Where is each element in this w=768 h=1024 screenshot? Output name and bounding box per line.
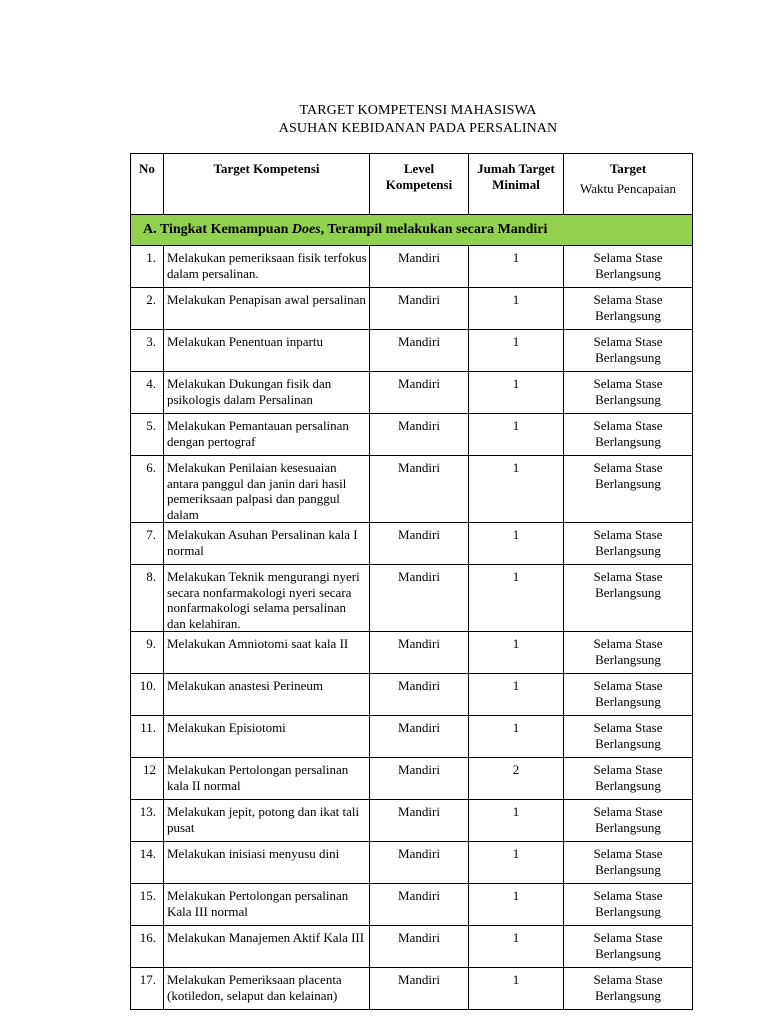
- row-waktu: Selama Stase Berlangsung: [564, 523, 693, 565]
- header-no: No: [131, 154, 164, 215]
- row-jumlah: 1: [469, 968, 564, 1010]
- table-row: [131, 523, 693, 565]
- row-waktu: Selama Stase Berlangsung: [564, 456, 693, 523]
- row-waktu: Selama Stase Berlangsung: [564, 800, 693, 842]
- table-header-row: [131, 154, 693, 215]
- table-row: [131, 632, 693, 674]
- header-target-sub: Waktu Pencapaian: [579, 180, 677, 196]
- header-target-label: Target: [609, 161, 647, 176]
- row-level: Mandiri: [370, 456, 469, 523]
- row-level: Mandiri: [370, 842, 469, 884]
- row-level: Mandiri: [370, 632, 469, 674]
- row-no: 12: [131, 758, 164, 800]
- header-level: Level Kompetensi: [370, 154, 469, 215]
- row-waktu: Selama Stase Berlangsung: [564, 414, 693, 456]
- row-waktu: Selama Stase Berlangsung: [564, 565, 693, 632]
- table-row: [131, 565, 693, 632]
- section-a-italic: Does: [291, 222, 321, 237]
- row-kompetensi: Melakukan inisiasi menyusu dini: [164, 842, 370, 884]
- row-level: Mandiri: [370, 523, 469, 565]
- row-level: Mandiri: [370, 372, 469, 414]
- row-waktu: Selama Stase Berlangsung: [564, 968, 693, 1010]
- row-no: 5.: [131, 414, 164, 456]
- document-title: TARGET KOMPETENSI MAHASISWA: [299, 103, 537, 118]
- row-kompetensi: Melakukan Pemeriksaan placenta (kotiledon, selaput dan kelainan): [164, 968, 370, 1010]
- row-waktu: Selama Stase Berlangsung: [564, 246, 693, 288]
- row-kompetensi: Melakukan Pemantauan persalinan dengan pertograf: [164, 414, 370, 456]
- table-row: [131, 926, 693, 968]
- row-no: 8.: [131, 565, 164, 632]
- row-kompetensi: Melakukan Pertolongan persalinan kala II normal: [164, 758, 370, 800]
- row-level: Mandiri: [370, 800, 469, 842]
- row-waktu: Selama Stase Berlangsung: [564, 842, 693, 884]
- row-no: 13.: [131, 800, 164, 842]
- row-level: Mandiri: [370, 565, 469, 632]
- row-kompetensi: Melakukan pemeriksaan fisik terfokus dalam persalinan.: [164, 246, 370, 288]
- row-jumlah: 1: [469, 246, 564, 288]
- row-no: 15.: [131, 884, 164, 926]
- row-waktu: Selama Stase Berlangsung: [564, 758, 693, 800]
- row-kompetensi: Melakukan anastesi Perineum: [164, 674, 370, 716]
- row-kompetensi: Melakukan Dukungan fisik dan psikologis dalam Persalinan: [164, 372, 370, 414]
- row-level: Mandiri: [370, 674, 469, 716]
- table-row: [131, 246, 693, 288]
- table-row: [131, 288, 693, 330]
- row-jumlah: 1: [469, 372, 564, 414]
- row-waktu: Selama Stase Berlangsung: [564, 330, 693, 372]
- row-jumlah: 1: [469, 926, 564, 968]
- row-jumlah: 1: [469, 884, 564, 926]
- row-level: Mandiri: [370, 246, 469, 288]
- row-waktu: Selama Stase Berlangsung: [564, 674, 693, 716]
- table-row: [131, 674, 693, 716]
- row-jumlah: 1: [469, 565, 564, 632]
- row-kompetensi: Melakukan Penapisan awal persalinan: [164, 288, 370, 330]
- row-waktu: Selama Stase Berlangsung: [564, 716, 693, 758]
- table-row: [131, 716, 693, 758]
- row-kompetensi: Melakukan Asuhan Persalinan kala I normal: [164, 523, 370, 565]
- row-no: 9.: [131, 632, 164, 674]
- row-no: 2.: [131, 288, 164, 330]
- row-kompetensi: Melakukan Amniotomi saat kala II: [164, 632, 370, 674]
- row-level: Mandiri: [370, 288, 469, 330]
- row-waktu: Selama Stase Berlangsung: [564, 372, 693, 414]
- table-row: [131, 456, 693, 523]
- row-jumlah: 1: [469, 800, 564, 842]
- row-kompetensi: Melakukan Penilaian kesesuaian antara panggul dan janin dari hasil pemeriksaan palpasi dan panggul dalam: [164, 456, 370, 523]
- row-no: 17.: [131, 968, 164, 1010]
- row-kompetensi: Melakukan jepit, potong dan ikat tali pusat: [164, 800, 370, 842]
- row-jumlah: 1: [469, 456, 564, 523]
- row-jumlah: 1: [469, 414, 564, 456]
- table-row: [131, 372, 693, 414]
- row-kompetensi: Melakukan Teknik mengurangi nyeri secara nonfarmakologi nyeri secara nonfarmakologi selama persalinan dan kelahiran.: [164, 565, 370, 632]
- table-row: [131, 758, 693, 800]
- row-kompetensi: Melakukan Penentuan inpartu: [164, 330, 370, 372]
- row-jumlah: 1: [469, 674, 564, 716]
- row-kompetensi: Melakukan Episiotomi: [164, 716, 370, 758]
- section-a-suffix: , Terampil melakukan secara Mandiri: [320, 222, 548, 237]
- row-level: Mandiri: [370, 758, 469, 800]
- row-no: 14.: [131, 842, 164, 884]
- section-a-heading: [131, 215, 693, 246]
- row-waktu: Selama Stase Berlangsung: [564, 926, 693, 968]
- row-jumlah: 1: [469, 842, 564, 884]
- table-row: [131, 968, 693, 1010]
- table-row: [131, 884, 693, 926]
- row-level: Mandiri: [370, 716, 469, 758]
- row-level: Mandiri: [370, 926, 469, 968]
- row-no: 3.: [131, 330, 164, 372]
- row-level: Mandiri: [370, 968, 469, 1010]
- header-kompetensi: Target Kompetensi: [164, 154, 370, 215]
- row-kompetensi: Melakukan Manajemen Aktif Kala III: [164, 926, 370, 968]
- row-level: Mandiri: [370, 414, 469, 456]
- row-no: 1.: [131, 246, 164, 288]
- row-waktu: Selama Stase Berlangsung: [564, 632, 693, 674]
- competency-table: [130, 153, 693, 1010]
- row-jumlah: 1: [469, 716, 564, 758]
- row-waktu: Selama Stase Berlangsung: [564, 884, 693, 926]
- row-no: 11.: [131, 716, 164, 758]
- row-kompetensi: Melakukan Pertolongan persalinan Kala III normal: [164, 884, 370, 926]
- row-no: 16.: [131, 926, 164, 968]
- row-jumlah: 1: [469, 523, 564, 565]
- table-row: [131, 800, 693, 842]
- row-jumlah: 1: [469, 288, 564, 330]
- row-level: Mandiri: [370, 884, 469, 926]
- row-no: 10.: [131, 674, 164, 716]
- document-subtitle: ASUHAN KEBIDANAN PADA PERSALINAN: [278, 121, 558, 136]
- row-level: Mandiri: [370, 330, 469, 372]
- header-jumlah: Jumah Target Minimal: [469, 154, 564, 215]
- row-jumlah: 1: [469, 632, 564, 674]
- row-no: 4.: [131, 372, 164, 414]
- row-no: 6.: [131, 456, 164, 523]
- row-waktu: Selama Stase Berlangsung: [564, 288, 693, 330]
- table-row: [131, 330, 693, 372]
- section-a-row: [131, 215, 693, 246]
- row-jumlah: 2: [469, 758, 564, 800]
- table-row: [131, 842, 693, 884]
- header-target: [564, 154, 693, 215]
- row-no: 7.: [131, 523, 164, 565]
- table-row: [131, 414, 693, 456]
- section-a-prefix: A. Tingkat Kemampuan: [143, 222, 292, 237]
- row-jumlah: 1: [469, 330, 564, 372]
